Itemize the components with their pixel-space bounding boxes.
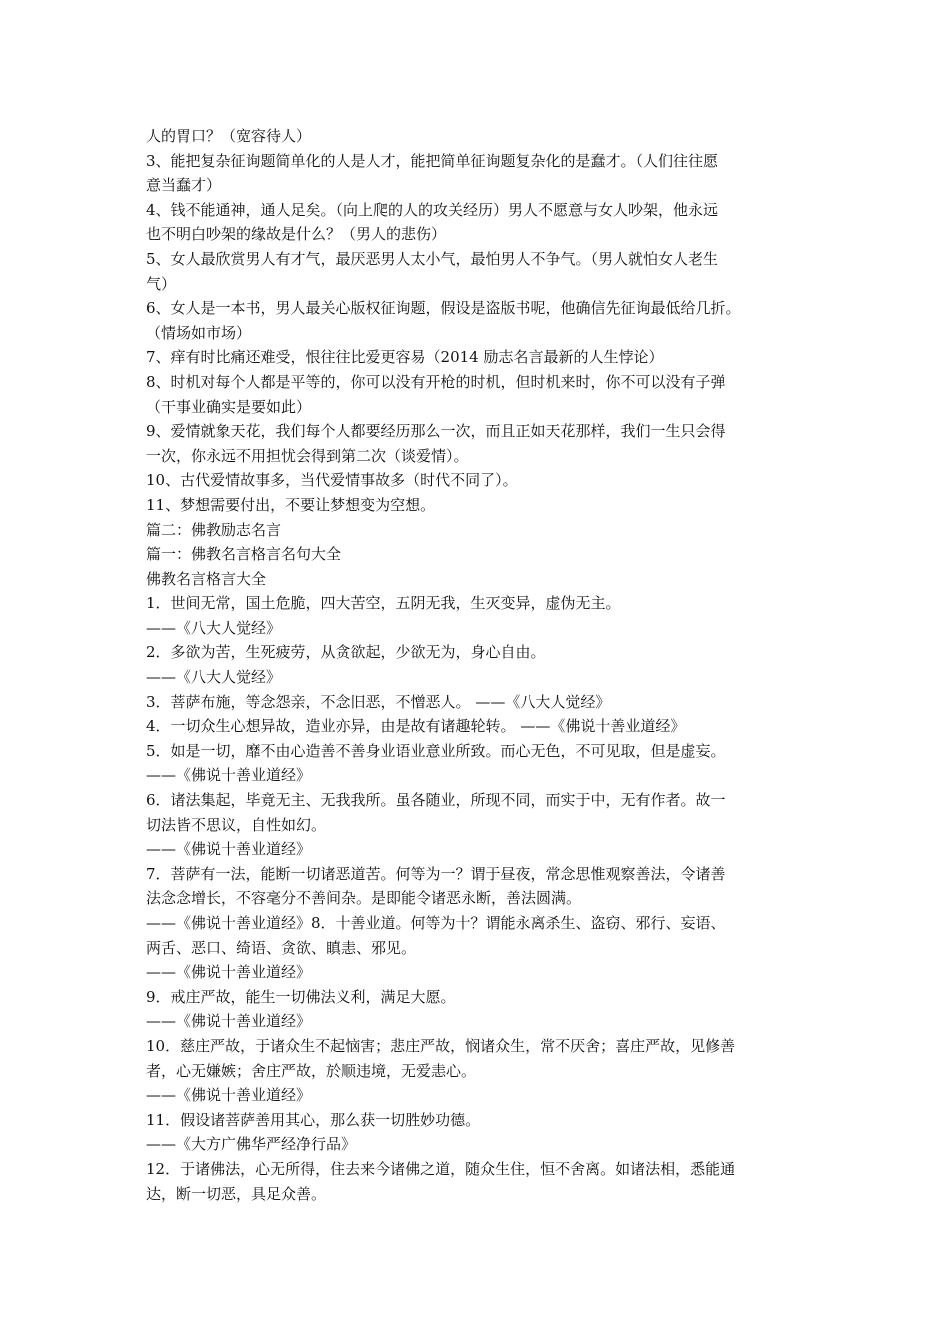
- text-line: 5、女人最欣赏男人有才气，最厌恶男人太小气，最怕男人不争气。（男人就怕女人老生: [146, 249, 719, 268]
- text-line: ——《佛说十善业道经》: [146, 1012, 312, 1031]
- text-line: 达，断一切恶，具足众善。: [146, 1184, 327, 1203]
- text-line: ——《八大人觉经》: [146, 668, 282, 687]
- text-line: 6．诸法集起，毕竟无主、无我我所。虽各随业，所现不同，而实于中，无有作者。故一: [146, 791, 726, 810]
- text-line: 切法皆不思议，自性如幻。: [146, 815, 327, 834]
- text-line: ——《大方广佛华严经净行品》: [146, 1135, 357, 1154]
- text-line: 4．一切众生心想异故，造业亦异，由是故有诸趣轮转。 ——《佛说十善业道经》: [146, 717, 686, 736]
- text-line: 气）: [146, 274, 177, 293]
- text-line: 人的胃口？（宽容待人）: [146, 127, 312, 145]
- text-line: 10．慈庄严故，于诸众生不起恼害；悲庄严故，悯诸众生，常不厌舍；喜庄严故，见修善: [146, 1036, 736, 1055]
- text-line: 9、爱情就象天花，我们每个人都要经历那么一次，而且正如天花那样，我们一生只会得: [146, 422, 726, 441]
- text-line: 也不明白吵架的缘故是什么？（男人的悲伤）: [146, 225, 447, 244]
- text-line: ——《八大人觉经》: [146, 618, 282, 637]
- text-line: 者，心无嫌嫉；舍庄严故，於顺违境，无爱恚心。: [146, 1061, 477, 1080]
- text-line: 法念念增长，不容毫分不善间杂。是即能令诸恶永断，善法圆满。: [146, 889, 582, 908]
- text-line: 6、女人是一本书，男人最关心版权征询题，假设是盗版书呢，他确信先征询最低给几折。: [146, 299, 741, 318]
- document-body: [146, 124, 818, 1206]
- text-line: ——《佛说十善业道经》: [146, 963, 312, 982]
- text-line: 两舌、恶口、绮语、贪欲、瞋恚、邪见。: [146, 938, 417, 957]
- text-line: ——《佛说十善业道经》: [146, 766, 312, 785]
- text-line: 3、能把复杂征询题简单化的人是人才，能把简单征询题复杂化的是蠢才。（人们往往愿: [146, 151, 719, 170]
- text-line: 一次，你永远不用担忧会得到第二次（谈爱情）。: [146, 446, 469, 465]
- text-line: 佛教名言格言大全: [146, 569, 267, 588]
- text-line: 1．世间无常，国土危脆，四大苦空，五阴无我，生灭变异，虚伪无主。: [146, 594, 621, 613]
- text-line: 8、时机对每个人都是平等的，你可以没有开枪的时机，但时机来时，你不可以没有子弹: [146, 372, 726, 391]
- text-line: 2．多欲为苦，生死疲劳，从贪欲起，少欲无为，身心自由。: [146, 643, 546, 662]
- text-line: 篇二：佛教励志名言: [146, 520, 282, 539]
- text-line: 12．于诸佛法，心无所得，住去来今诸佛之道，随众生住，恒不舍离。如诸法相，悉能通: [146, 1159, 736, 1178]
- text-line: 3．菩萨布施，等念怨亲，不念旧恶，不憎恶人。 ——《八大人觉经》: [146, 692, 611, 711]
- text-line: ——《佛说十善业道经》: [146, 1086, 312, 1105]
- text-line: 7、痒有时比痛还难受，恨往往比爱更容易（2014 励志名言最新的人生悖论）: [146, 348, 664, 367]
- text-line: （干事业确实是要如此）: [146, 397, 312, 416]
- text-line: 10、古代爱情故事多，当代爱情事故多（时代不同了）。: [146, 471, 518, 490]
- text-line: ——《佛说十善业道经》8．十善业道。何等为十？谓能永离杀生、盗窃、邪行、妄语、: [146, 914, 726, 932]
- text-line: 7．菩萨有一法，能断一切诸恶道苦。何等为一？谓于昼夜，常念思惟观察善法，令诸善: [146, 864, 726, 883]
- text-line: 11、梦想需要付出，不要让梦想变为空想。: [146, 495, 436, 514]
- text-line: 11．假设诸菩萨善用其心，那么获一切胜妙功德。: [146, 1110, 481, 1129]
- text-line: 意当蠢才）: [146, 176, 222, 195]
- text-line: ——《佛说十善业道经》: [146, 840, 312, 859]
- text-line: （情场如市场）: [146, 323, 252, 342]
- text-line: 5．如是一切，靡不由心造善不善身业语业意业所致。而心无色，不可见取，但是虚妄。: [146, 741, 726, 760]
- text-line: 篇一：佛教名言格言名句大全: [146, 545, 342, 564]
- text-line: 9．戒庄严故，能生一切佛法义利，满足大愿。: [146, 987, 456, 1006]
- text-line: 4、钱不能通神，通人足矣。（向上爬的人的攻关经历）男人不愿意与女人吵架，他永远: [146, 200, 719, 219]
